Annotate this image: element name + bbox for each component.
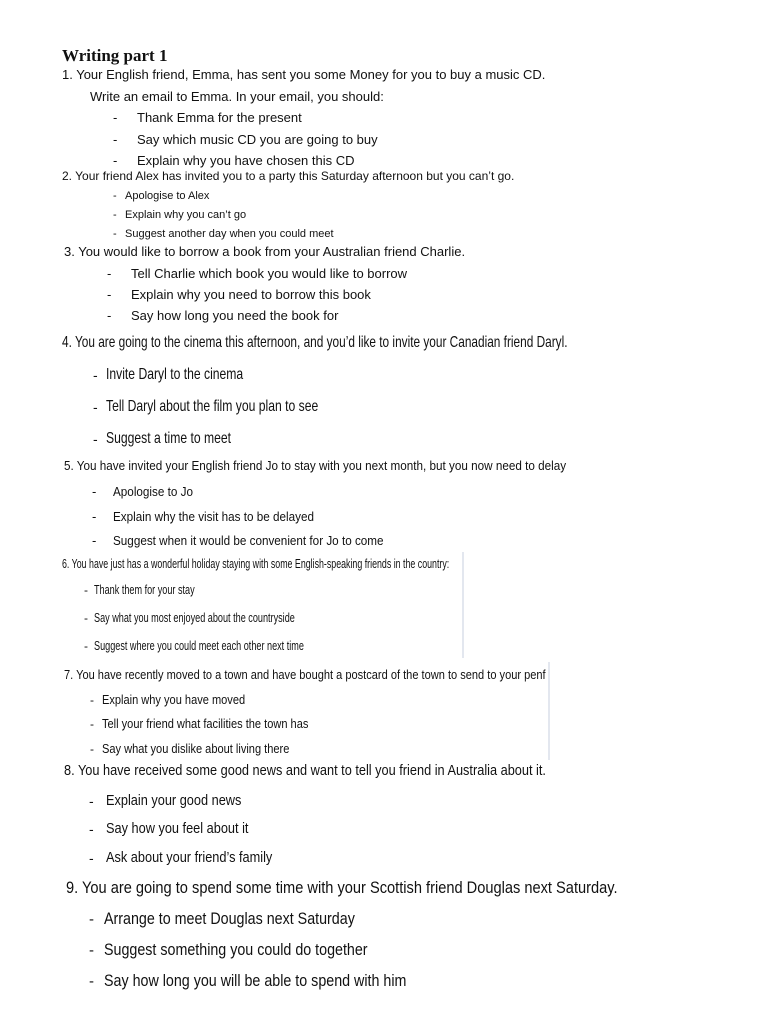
scan-edge xyxy=(548,662,550,760)
bullet-dash: - xyxy=(92,533,97,548)
bullet-dash: - xyxy=(89,911,94,928)
bullet-dash: - xyxy=(90,717,94,731)
task-prompt: 5. You have invited your English friend Jo to stay with you next month, but you now need to delay xyxy=(64,458,567,473)
task-bullet: Explain your good news xyxy=(106,792,242,809)
bullet-dash: - xyxy=(93,399,98,415)
bullet-dash: - xyxy=(107,266,112,281)
bullet-dash: - xyxy=(84,583,88,597)
task-bullet: Suggest something you could do together xyxy=(104,940,368,959)
task-bullet: Ask about your friend’s family xyxy=(106,849,273,866)
bullet-dash: - xyxy=(84,611,88,625)
scan-edge xyxy=(462,552,464,658)
task-bullet: Say how long you need the book for xyxy=(131,308,339,323)
task-prompt: 8. You have received some good news and want to tell you friend in Australia about it. xyxy=(64,762,546,779)
bullet-dash: - xyxy=(89,973,94,990)
bullet-dash: - xyxy=(113,228,117,240)
task-prompt: 7. You have recently moved to a town and have bought a postcard of the town to send to your penf xyxy=(64,667,546,682)
task-prompt: 6. You have just has a wonderful holiday staying with some English-speaking friends in the country: xyxy=(62,556,450,571)
task-prompt: 3. You would like to borrow a book from your Australian friend Charlie. xyxy=(64,244,466,259)
bullet-dash: - xyxy=(90,742,94,756)
task-bullet: Tell your friend what facilities the town has xyxy=(102,716,309,731)
page-title: Writing part 1 xyxy=(62,46,168,65)
task-prompt: 4. You are going to the cinema this afternoon, and you’d like to invite your Canadian friend Daryl. xyxy=(62,334,568,351)
task-prompt: 1. Your English friend, Emma, has sent you some Money for you to buy a music CD. xyxy=(62,67,546,82)
task-prompt: 2. Your friend Alex has invited you to a party this Saturday afternoon but you can’t go. xyxy=(62,169,515,183)
bullet-dash: - xyxy=(113,153,118,168)
bullet-dash: - xyxy=(113,209,117,221)
task-bullet: Explain why you have chosen this CD xyxy=(137,153,355,168)
bullet-dash: - xyxy=(92,484,97,499)
task-bullet: Suggest another day when you could meet xyxy=(125,228,334,240)
task-bullet: Say which music CD you are going to buy xyxy=(137,132,378,147)
task-bullet: Explain why you need to borrow this book xyxy=(131,287,371,302)
bullet-dash: - xyxy=(93,367,98,383)
task-instruction: Write an email to Emma. In your email, you should: xyxy=(90,89,384,104)
task-bullet: Explain why you can’t go xyxy=(125,209,247,221)
task-bullet: Say how you feel about it xyxy=(106,820,249,837)
task-bullet: Say how long you will be able to spend with him xyxy=(104,971,407,990)
bullet-dash: - xyxy=(107,308,112,323)
bullet-dash: - xyxy=(113,190,117,202)
task-bullet: Thank Emma for the present xyxy=(137,110,302,125)
task-bullet: Suggest a time to meet xyxy=(106,430,232,447)
bullet-dash: - xyxy=(89,850,94,866)
bullet-dash: - xyxy=(93,431,98,447)
bullet-dash: - xyxy=(92,509,97,524)
task-bullet: Invite Daryl to the cinema xyxy=(106,366,244,383)
task-bullet: Suggest when it would be convenient for Jo to come xyxy=(113,533,384,548)
bullet-dash: - xyxy=(113,110,118,125)
task-bullet: Apologise to Alex xyxy=(125,190,210,202)
task-bullet: Explain why you have moved xyxy=(102,692,246,707)
task-bullet: Arrange to meet Douglas next Saturday xyxy=(104,909,355,928)
bullet-dash: - xyxy=(113,132,118,147)
bullet-dash: - xyxy=(84,639,88,653)
task-bullet: Tell Daryl about the film you plan to see xyxy=(106,398,319,415)
task-bullet: Explain why the visit has to be delayed xyxy=(113,509,314,524)
bullet-dash: - xyxy=(89,821,94,837)
task-bullet: Say what you dislike about living there xyxy=(102,741,290,756)
bullet-dash: - xyxy=(107,287,112,302)
bullet-dash: - xyxy=(90,693,94,707)
task-bullet: Suggest where you could meet each other next time xyxy=(94,638,304,653)
task-bullet: Apologise to Jo xyxy=(113,484,194,499)
task-bullet: Say what you most enjoyed about the countryside xyxy=(94,610,295,625)
bullet-dash: - xyxy=(89,942,94,959)
task-prompt: 9. You are going to spend some time with your Scottish friend Douglas next Saturday. xyxy=(66,878,618,897)
bullet-dash: - xyxy=(89,793,94,809)
task-bullet: Thank them for your stay xyxy=(94,582,195,597)
task-bullet: Tell Charlie which book you would like to borrow xyxy=(131,266,408,281)
